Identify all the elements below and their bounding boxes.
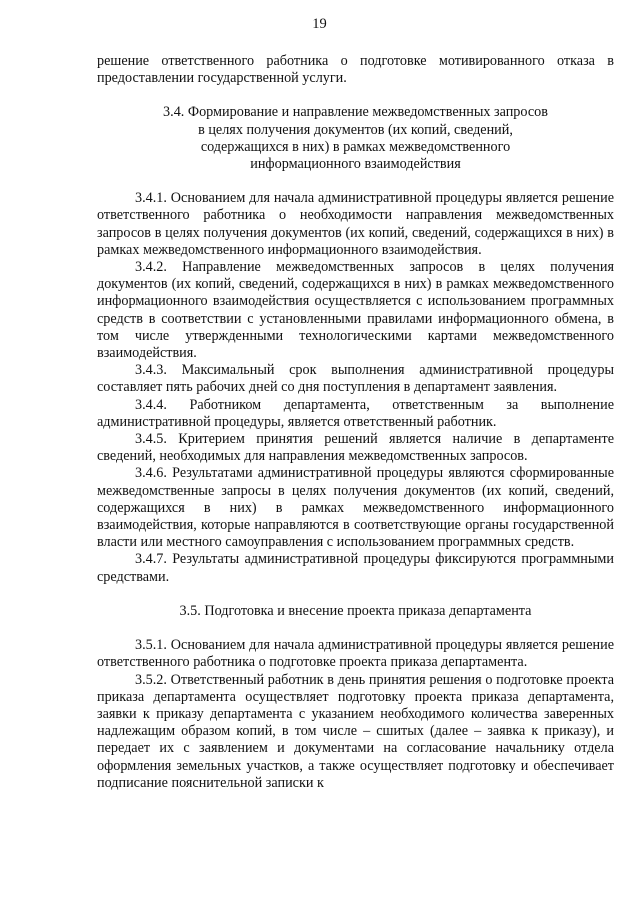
heading-line: информационного взаимодействия <box>250 156 461 173</box>
heading-line: содержащихся в них) в рамках межведомственного <box>200 138 511 155</box>
paragraph-3-5-1: 3.5.1. Основанием для начала административной процедуры является решение ответственного работника о подготовке проекта приказа департамента. <box>97 637 614 671</box>
paragraph-3-4-4: 3.4.4. Работником департамента, ответственным за выполнение административной процедуры, является ответственный работник. <box>97 396 614 430</box>
document-body <box>97 53 614 792</box>
paragraph-3-4-6: 3.4.6. Результатами административной процедуры являются сформированные межведомственные запросы в целях получения документов (их копий, сведений, содержащихся в них) в рамках межведомственного информационного взаимодействия, которые направляются в соответствующие органы государственной власти или местного самоуправления с использованием программных средств. <box>97 465 614 551</box>
heading-line: в целях получения документов (их копий, сведений, <box>198 121 513 138</box>
spacer <box>97 620 614 637</box>
spacer <box>97 173 614 190</box>
paragraph-3-4-5: 3.4.5. Критерием принятия решений является наличие в департаменте сведений, необходимых для направления межведомственных запросов. <box>97 431 614 465</box>
paragraph-intro: решение ответственного работника о подготовке мотивированного отказа в предоставлении государственной услуги. <box>97 53 614 87</box>
spacer <box>97 87 614 104</box>
paragraph-3-4-3: 3.4.3. Максимальный срок выполнения административной процедуры составляет пять рабочих дней со дня поступления в департамент заявления. <box>97 362 614 396</box>
page-number: 19 <box>312 16 327 32</box>
section-heading-3-5: 3.5. Подготовка и внесение проекта приказа департамента <box>179 602 532 619</box>
section-heading-3-4 <box>97 104 614 173</box>
paragraph-3-4-1: 3.4.1. Основанием для начала административной процедуры является решение ответственного работника о необходимости направления межведомственных запросов в целях получения документов (их копий, сведений, содержащихся в них) в рамках межведомственного информационного взаимодействия. <box>97 190 614 258</box>
heading-line: 3.4. Формирование и направление межведомственных запросов <box>163 104 548 121</box>
paragraph-3-4-7: 3.4.7. Результаты административной процедуры фиксируются программными средствами. <box>97 551 614 585</box>
spacer <box>97 586 614 603</box>
paragraph-3-5-2: 3.5.2. Ответственный работник в день принятия решения о подготовке проекта приказа департамента осуществляет подготовку проекта приказа департамента, заявки к приказу департамента с указанием необходимого количества заверенных надлежащим образом копий, в том числе – сшитых (далее – заявка к приказу), и передает их с заявлением и документами на согласование начальнику отдела оформления земельных участков, а также осуществляет подготовку и обеспечивает подписание пояснительной записки к <box>97 671 614 791</box>
paragraph-3-4-2: 3.4.2. Направление межведомственных запросов в целях получения документов (их копий, сведений, содержащихся в них) в рамках межведомственного информационного взаимодействия осуществляется с использованием программных средств в соответствии с установленными правилами информационного обмена, в том числе утвержденными технологическими картами межведомственного взаимодействия. <box>97 259 614 362</box>
